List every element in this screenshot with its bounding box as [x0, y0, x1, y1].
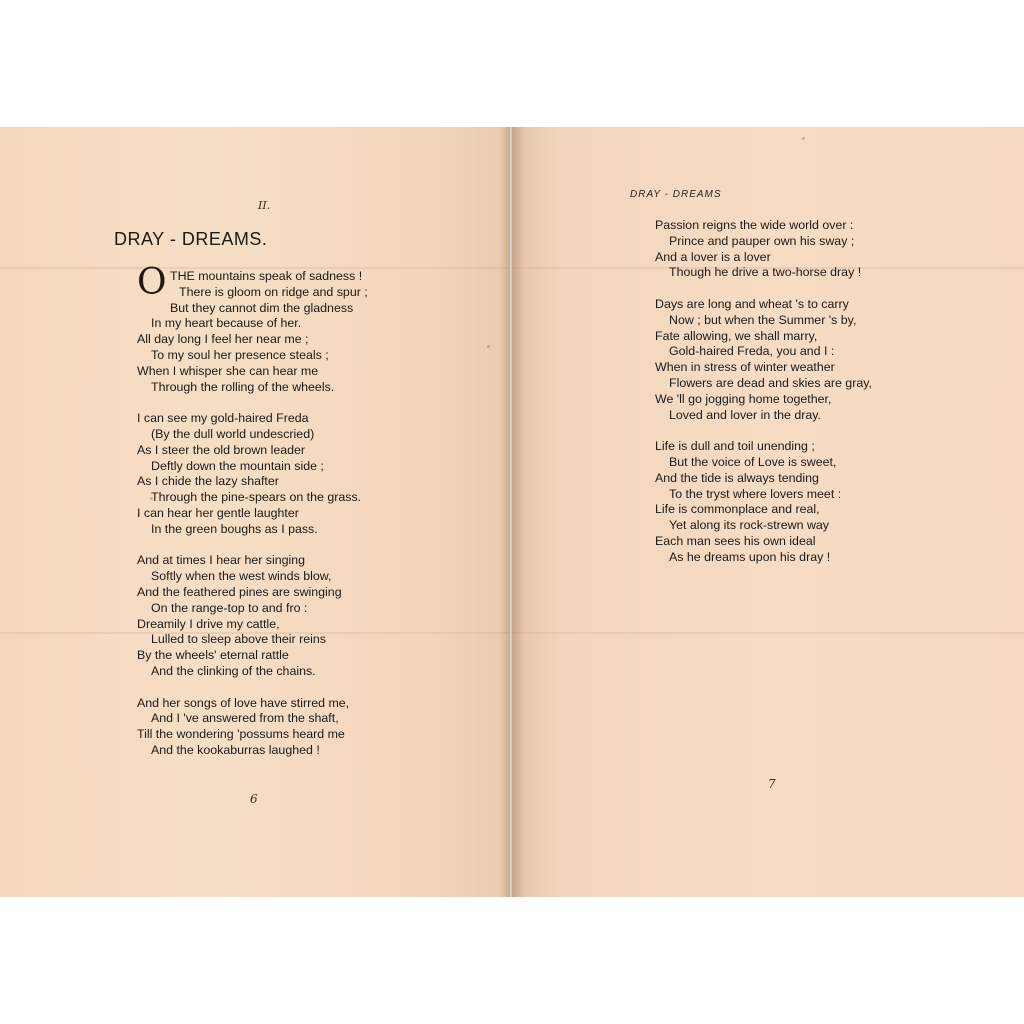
running-head: DRAY - DREAMS — [630, 189, 722, 200]
poem-line: Passion reigns the wide world over : — [655, 218, 854, 232]
poem-line: Gold-haired Freda, you and I : — [669, 344, 835, 359]
left-page — [0, 127, 510, 897]
poem-line: And a lover is a lover — [655, 249, 771, 264]
section-number: II. — [258, 199, 271, 212]
poem-line: As he dreams upon his dray ! — [669, 549, 831, 564]
stanza-5 — [655, 218, 1015, 281]
poem-line: Now ; but when the Summer 's by, — [669, 312, 857, 327]
poem-line: We 'll go jogging home together, — [655, 391, 832, 406]
first-line-text: THE mountains speak of sadness ! — [170, 269, 363, 283]
poem-line: And the kookaburras laughed ! — [151, 742, 320, 757]
poem-line: Each man sees his own ideal — [655, 533, 816, 548]
poem-line: All day long I feel her near me ; — [137, 332, 309, 347]
poem-line: Lulled to sleep above their reins — [151, 632, 326, 647]
poem-line: As I steer the old brown leader — [137, 442, 306, 457]
stanza-7 — [655, 439, 1015, 565]
poem-line: Through the pine-spears on the grass. — [151, 490, 362, 505]
poem-line: Dreamily I drive my cattle, — [137, 616, 280, 631]
poem-line: And the clinking of the chains. — [151, 663, 316, 678]
poem-line: And at times I hear her singing — [137, 553, 306, 568]
poem-line: Life is dull and toil unending ; — [655, 439, 815, 454]
poem-line: I can see my gold-haired Freda — [137, 411, 309, 426]
poem-line: But the voice of Love is sweet, — [669, 454, 837, 469]
poem-line: When I whisper she can hear me — [137, 363, 319, 378]
book-gutter — [500, 127, 524, 897]
page-number: 6 — [250, 792, 258, 806]
paper-crease — [512, 632, 1024, 634]
poem-line: In my heart because of her. — [151, 316, 302, 331]
poem-line: And the feathered pines are swinging — [137, 584, 342, 599]
poem-line: I can hear her gentle laughter — [137, 505, 299, 520]
stanza-1 — [137, 262, 497, 395]
poem-title: DRAY - DREAMS. — [114, 229, 268, 249]
poem-line: Though he drive a two-horse dray ! — [669, 265, 862, 280]
poem-line: Yet along its rock-strewn way — [669, 518, 830, 533]
poem-line: Loved and lover in the dray. — [669, 407, 821, 422]
poem-line: (By the dull world undescried) — [151, 426, 315, 441]
poem-line: To the tryst where lovers meet : — [669, 486, 842, 501]
poem-line: Life is commonplace and real, — [655, 502, 820, 517]
poem-line: By the wheels' eternal rattle — [137, 648, 289, 663]
poem-line: And I 've answered from the shaft, — [151, 711, 339, 726]
poem-line: And her songs of love have stirred me, — [137, 695, 350, 710]
stanza-3 — [137, 553, 497, 679]
poem-line: Prince and pauper own his sway ; — [669, 233, 855, 248]
stanza-2 — [137, 411, 497, 537]
page-number: 7 — [768, 777, 776, 791]
stanza-4 — [137, 696, 497, 759]
paper-speck — [802, 137, 805, 140]
poem-line: Flowers are dead and skies are gray, — [669, 375, 872, 390]
poem-line: In the green boughs as I pass. — [151, 521, 318, 536]
left-poem-text — [137, 262, 497, 775]
poem-line: Through the rolling of the wheels. — [151, 379, 335, 394]
right-page — [512, 127, 1024, 897]
poem-line: There is gloom on ridge and spur ; — [179, 284, 368, 299]
book-spread — [0, 127, 1024, 897]
poem-line: Softly when the west winds blow, — [151, 569, 332, 584]
drop-cap: O — [137, 262, 167, 303]
poem-line: Days are long and wheat 's to carry — [655, 296, 849, 311]
poem-line: As I chide the lazy shafter — [137, 474, 279, 489]
stanza-6 — [655, 297, 1015, 423]
poem-line: Till the wondering 'possums heard me — [137, 727, 345, 742]
poem-line: Deftly down the mountain side ; — [151, 458, 324, 473]
poem-line: And the tide is always tending — [655, 470, 819, 485]
poem-line: But they cannot dim the gladness — [170, 300, 354, 315]
poem-line: To my soul her presence steals ; — [151, 347, 329, 362]
poem-line: Fate allowing, we shall marry, — [655, 328, 818, 343]
right-poem-text — [655, 218, 1015, 581]
poem-line: On the range-top to and fro : — [151, 600, 308, 615]
poem-line: When in stress of winter weather — [655, 360, 835, 375]
